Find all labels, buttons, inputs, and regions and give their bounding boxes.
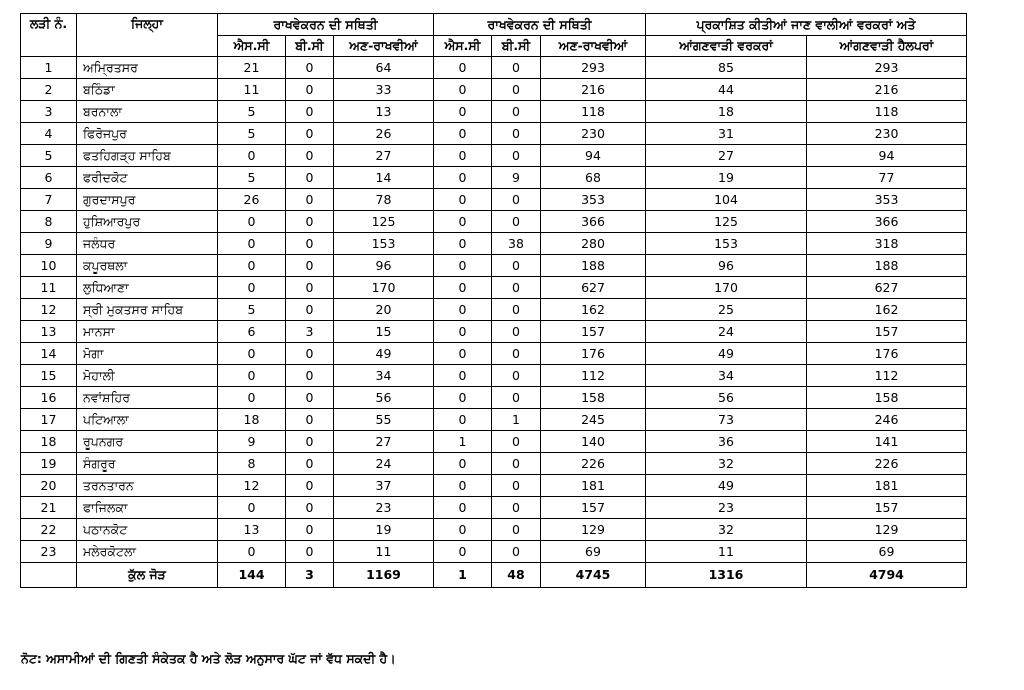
sc-count: 12 xyxy=(218,475,286,497)
sc-count: 26 xyxy=(218,189,286,211)
unreserved-count: 26 xyxy=(334,123,434,145)
serial-number: 17 xyxy=(21,409,77,431)
unreserved-count-2: 112 xyxy=(541,365,646,387)
anganwadi-helpers-count: 318 xyxy=(807,233,967,255)
anganwadi-helpers-count: 158 xyxy=(807,387,967,409)
anganwadi-helpers-count: 230 xyxy=(807,123,967,145)
serial-number: 20 xyxy=(21,475,77,497)
table-row xyxy=(21,321,967,343)
district-name: ਮੋਹਾਲੀ xyxy=(77,365,218,387)
sc-count: 5 xyxy=(218,101,286,123)
anganwadi-helpers-count: 627 xyxy=(807,277,967,299)
unreserved-count: 13 xyxy=(334,101,434,123)
serial-number: 9 xyxy=(21,233,77,255)
table-row xyxy=(21,475,967,497)
unreserved-count-2: 245 xyxy=(541,409,646,431)
bc-count-2: 0 xyxy=(492,475,541,497)
sc-count-2: 0 xyxy=(434,409,492,431)
header-unreserved: ਅਣ-ਰਾਖਵੀਆਂ xyxy=(334,36,434,57)
bc-count-2: 0 xyxy=(492,255,541,277)
total-sc: 144 xyxy=(218,563,286,588)
district-name: ਨਵਾਂਸ਼ਹਿਰ xyxy=(77,387,218,409)
sc-count: 5 xyxy=(218,299,286,321)
district-name: ਗੁਰਦਾਸਪੁਰ xyxy=(77,189,218,211)
bc-count: 0 xyxy=(286,409,334,431)
anganwadi-helpers-count: 366 xyxy=(807,211,967,233)
anganwadi-helpers-count: 141 xyxy=(807,431,967,453)
district-name: ਫਿਰੋਜਪੁਰ xyxy=(77,123,218,145)
anganwadi-workers-count: 32 xyxy=(646,453,807,475)
bc-count-2: 0 xyxy=(492,277,541,299)
bc-count: 0 xyxy=(286,167,334,189)
sc-count: 0 xyxy=(218,233,286,255)
bc-count: 0 xyxy=(286,497,334,519)
anganwadi-helpers-count: 226 xyxy=(807,453,967,475)
district-name: ਪਠਾਨਕੋਟ xyxy=(77,519,218,541)
bc-count-2: 0 xyxy=(492,189,541,211)
serial-number: 8 xyxy=(21,211,77,233)
district-name: ਫਤਹਿਗੜ੍ਹ ਸਾਹਿਬ xyxy=(77,145,218,167)
sc-count-2: 0 xyxy=(434,321,492,343)
serial-number: 14 xyxy=(21,343,77,365)
unreserved-count: 170 xyxy=(334,277,434,299)
bc-count-2: 0 xyxy=(492,145,541,167)
table-row xyxy=(21,277,967,299)
serial-number: 11 xyxy=(21,277,77,299)
bc-count-2: 0 xyxy=(492,321,541,343)
anganwadi-workers-count: 25 xyxy=(646,299,807,321)
table-row xyxy=(21,167,967,189)
district-name: ਅਮ੍ਰਿਤਸਰ xyxy=(77,57,218,79)
sc-count: 8 xyxy=(218,453,286,475)
sc-count: 11 xyxy=(218,79,286,101)
anganwadi-workers-count: 18 xyxy=(646,101,807,123)
header-anganwadi-helpers: ਆਂਗਣਵਾੜੀ ਹੈਲਪਰਾਂ xyxy=(807,36,967,57)
unreserved-count-2: 216 xyxy=(541,79,646,101)
serial-number: 10 xyxy=(21,255,77,277)
unreserved-count-2: 157 xyxy=(541,497,646,519)
table-row xyxy=(21,497,967,519)
bc-count-2: 0 xyxy=(492,365,541,387)
anganwadi-workers-count: 24 xyxy=(646,321,807,343)
district-name: ਪਟਿਆਲਾ xyxy=(77,409,218,431)
sc-count-2: 0 xyxy=(434,453,492,475)
anganwadi-workers-count: 85 xyxy=(646,57,807,79)
sc-count-2: 0 xyxy=(434,167,492,189)
unreserved-count: 34 xyxy=(334,365,434,387)
bc-count-2: 0 xyxy=(492,519,541,541)
bc-count: 0 xyxy=(286,541,334,563)
district-name: ਬਰਨਾਲਾ xyxy=(77,101,218,123)
bc-count-2: 9 xyxy=(492,167,541,189)
table-row xyxy=(21,387,967,409)
table-row xyxy=(21,541,967,563)
unreserved-count-2: 280 xyxy=(541,233,646,255)
sc-count-2: 0 xyxy=(434,255,492,277)
bc-count-2: 0 xyxy=(492,343,541,365)
anganwadi-workers-count: 36 xyxy=(646,431,807,453)
footnote: ਨੋਟ: ਅਸਾਮੀਆਂ ਦੀ ਗਿਣਤੀ ਸੰਕੇਤਕ ਹੈ ਅਤੇ ਲੋੜ ਅਨੁਸਾਰ ਘੱਟ ਜਾਂ ਵੱਧ ਸਕਦੀ ਹੈ। xyxy=(21,651,396,666)
unreserved-count: 11 xyxy=(334,541,434,563)
table-row xyxy=(21,211,967,233)
bc-count: 0 xyxy=(286,101,334,123)
header-bc: ਬੀ.ਸੀ xyxy=(286,36,334,57)
sc-count-2: 0 xyxy=(434,497,492,519)
unreserved-count-2: 188 xyxy=(541,255,646,277)
serial-number: 19 xyxy=(21,453,77,475)
anganwadi-workers-count: 153 xyxy=(646,233,807,255)
bc-count-2: 0 xyxy=(492,497,541,519)
district-name: ਬਠਿੰਡਾ xyxy=(77,79,218,101)
unreserved-count-2: 157 xyxy=(541,321,646,343)
total-serial-cell xyxy=(21,563,77,588)
bc-count: 0 xyxy=(286,343,334,365)
bc-count: 0 xyxy=(286,79,334,101)
anganwadi-workers-count: 32 xyxy=(646,519,807,541)
unreserved-count: 56 xyxy=(334,387,434,409)
unreserved-count: 19 xyxy=(334,519,434,541)
bc-count-2: 0 xyxy=(492,123,541,145)
unreserved-count: 27 xyxy=(334,145,434,167)
anganwadi-helpers-count: 293 xyxy=(807,57,967,79)
anganwadi-workers-count: 73 xyxy=(646,409,807,431)
anganwadi-helpers-count: 181 xyxy=(807,475,967,497)
serial-number: 12 xyxy=(21,299,77,321)
sc-count-2: 0 xyxy=(434,475,492,497)
unreserved-count-2: 226 xyxy=(541,453,646,475)
total-workers: 1316 xyxy=(646,563,807,588)
district-name: ਹੁਸ਼ਿਆਰਪੁਰ xyxy=(77,211,218,233)
sc-count-2: 0 xyxy=(434,365,492,387)
district-name: ਸੰਗਰੂਰ xyxy=(77,453,218,475)
sc-count: 0 xyxy=(218,365,286,387)
total-unreserved-2: 4745 xyxy=(541,563,646,588)
unreserved-count: 78 xyxy=(334,189,434,211)
anganwadi-workers-count: 19 xyxy=(646,167,807,189)
bc-count: 0 xyxy=(286,123,334,145)
serial-number: 4 xyxy=(21,123,77,145)
sc-count: 5 xyxy=(218,123,286,145)
bc-count: 0 xyxy=(286,57,334,79)
unreserved-count-2: 118 xyxy=(541,101,646,123)
unreserved-count-2: 69 xyxy=(541,541,646,563)
unreserved-count-2: 140 xyxy=(541,431,646,453)
anganwadi-workers-count: 96 xyxy=(646,255,807,277)
unreserved-count: 27 xyxy=(334,431,434,453)
sc-count-2: 0 xyxy=(434,189,492,211)
bc-count: 0 xyxy=(286,145,334,167)
anganwadi-helpers-count: 77 xyxy=(807,167,967,189)
unreserved-count-2: 94 xyxy=(541,145,646,167)
bc-count-2: 0 xyxy=(492,79,541,101)
anganwadi-helpers-count: 216 xyxy=(807,79,967,101)
bc-count: 0 xyxy=(286,453,334,475)
bc-count: 0 xyxy=(286,255,334,277)
header-reservation-status-1: ਰਾਖਵੇਕਰਨ ਦੀ ਸਥਿਤੀ xyxy=(218,14,434,36)
unreserved-count-2: 162 xyxy=(541,299,646,321)
unreserved-count-2: 129 xyxy=(541,519,646,541)
total-unreserved: 1169 xyxy=(334,563,434,588)
sc-count: 13 xyxy=(218,519,286,541)
sc-count-2: 0 xyxy=(434,101,492,123)
table-row xyxy=(21,519,967,541)
unreserved-count-2: 158 xyxy=(541,387,646,409)
sc-count: 6 xyxy=(218,321,286,343)
bc-count-2: 0 xyxy=(492,541,541,563)
table-row xyxy=(21,299,967,321)
serial-number: 6 xyxy=(21,167,77,189)
sc-count: 9 xyxy=(218,431,286,453)
sc-count: 18 xyxy=(218,409,286,431)
unreserved-count: 55 xyxy=(334,409,434,431)
district-name: ਰੂਪਨਗਰ xyxy=(77,431,218,453)
bc-count-2: 0 xyxy=(492,431,541,453)
unreserved-count: 33 xyxy=(334,79,434,101)
table-row xyxy=(21,343,967,365)
sc-count: 0 xyxy=(218,343,286,365)
unreserved-count: 15 xyxy=(334,321,434,343)
bc-count-2: 0 xyxy=(492,299,541,321)
unreserved-count-2: 366 xyxy=(541,211,646,233)
sc-count-2: 0 xyxy=(434,277,492,299)
anganwadi-workers-count: 27 xyxy=(646,145,807,167)
table-row xyxy=(21,57,967,79)
serial-number: 7 xyxy=(21,189,77,211)
sc-count: 21 xyxy=(218,57,286,79)
header-reservation-status-2: ਰਾਖਵੇਕਰਨ ਦੀ ਸਥਿਤੀ xyxy=(434,14,646,36)
bc-count: 0 xyxy=(286,519,334,541)
sc-count-2: 0 xyxy=(434,343,492,365)
serial-number: 23 xyxy=(21,541,77,563)
unreserved-count: 23 xyxy=(334,497,434,519)
anganwadi-workers-count: 11 xyxy=(646,541,807,563)
bc-count-2: 0 xyxy=(492,387,541,409)
sc-count-2: 0 xyxy=(434,541,492,563)
district-name: ਜਲੰਧਰ xyxy=(77,233,218,255)
anganwadi-helpers-count: 176 xyxy=(807,343,967,365)
district-name: ਫਾਜਿਲਕਾ xyxy=(77,497,218,519)
serial-number: 5 xyxy=(21,145,77,167)
sc-count-2: 1 xyxy=(434,431,492,453)
total-helpers: 4794 xyxy=(807,563,967,588)
anganwadi-workers-count: 104 xyxy=(646,189,807,211)
table-row xyxy=(21,189,967,211)
vacancy-table xyxy=(20,13,967,588)
table-row xyxy=(21,453,967,475)
sc-count: 0 xyxy=(218,277,286,299)
table-row xyxy=(21,409,967,431)
table-row xyxy=(21,365,967,387)
header-sc: ਐਸ.ਸੀ xyxy=(218,36,286,57)
sc-count: 0 xyxy=(218,255,286,277)
serial-number: 18 xyxy=(21,431,77,453)
unreserved-count-2: 176 xyxy=(541,343,646,365)
anganwadi-helpers-count: 69 xyxy=(807,541,967,563)
header-district: ਜਿਲ੍ਹਾ xyxy=(77,14,218,57)
district-name: ਮੋਗਾ xyxy=(77,343,218,365)
district-name: ਸ੍ਰੀ ਮੁਕਤਸਰ ਸਾਹਿਬ xyxy=(77,299,218,321)
vacancy-table-container xyxy=(20,13,967,588)
district-name: ਤਰਨਤਾਰਨ xyxy=(77,475,218,497)
header-serial: ਲੜੀ ਨੰ. xyxy=(21,14,77,57)
anganwadi-workers-count: 44 xyxy=(646,79,807,101)
anganwadi-workers-count: 23 xyxy=(646,497,807,519)
district-name: ਕਪੂਰਥਲਾ xyxy=(77,255,218,277)
total-sc-2: 1 xyxy=(434,563,492,588)
sc-count: 0 xyxy=(218,387,286,409)
unreserved-count: 14 xyxy=(334,167,434,189)
bc-count-2: 0 xyxy=(492,57,541,79)
serial-number: 3 xyxy=(21,101,77,123)
unreserved-count-2: 68 xyxy=(541,167,646,189)
bc-count: 0 xyxy=(286,387,334,409)
header-bc-2: ਬੀ.ਸੀ xyxy=(492,36,541,57)
unreserved-count-2: 627 xyxy=(541,277,646,299)
serial-number: 13 xyxy=(21,321,77,343)
table-row xyxy=(21,123,967,145)
unreserved-count-2: 353 xyxy=(541,189,646,211)
bc-count: 0 xyxy=(286,475,334,497)
serial-number: 21 xyxy=(21,497,77,519)
anganwadi-workers-count: 34 xyxy=(646,365,807,387)
anganwadi-workers-count: 56 xyxy=(646,387,807,409)
header-published-posts: ਪ੍ਰਕਾਸ਼ਿਤ ਕੀਤੀਆਂ ਜਾਣ ਵਾਲੀਆਂ ਵਰਕਰਾਂ ਅਤੇ xyxy=(646,14,967,36)
table-row xyxy=(21,255,967,277)
bc-count-2: 0 xyxy=(492,101,541,123)
anganwadi-helpers-count: 188 xyxy=(807,255,967,277)
unreserved-count: 49 xyxy=(334,343,434,365)
bc-count-2: 1 xyxy=(492,409,541,431)
header-sc-2: ਐਸ.ਸੀ xyxy=(434,36,492,57)
unreserved-count: 24 xyxy=(334,453,434,475)
serial-number: 2 xyxy=(21,79,77,101)
bc-count-2: 38 xyxy=(492,233,541,255)
total-bc: 3 xyxy=(286,563,334,588)
sc-count: 0 xyxy=(218,211,286,233)
bc-count: 0 xyxy=(286,365,334,387)
table-row xyxy=(21,431,967,453)
anganwadi-workers-count: 49 xyxy=(646,343,807,365)
table-row xyxy=(21,79,967,101)
anganwadi-helpers-count: 162 xyxy=(807,299,967,321)
total-row xyxy=(21,563,967,588)
bc-count: 0 xyxy=(286,431,334,453)
serial-number: 15 xyxy=(21,365,77,387)
district-name: ਲੁਧਿਆਣਾ xyxy=(77,277,218,299)
sc-count: 0 xyxy=(218,145,286,167)
sc-count-2: 0 xyxy=(434,387,492,409)
sc-count: 0 xyxy=(218,497,286,519)
header-row-1 xyxy=(21,14,967,36)
sc-count-2: 0 xyxy=(434,79,492,101)
sc-count-2: 0 xyxy=(434,211,492,233)
header-unreserved-2: ਅਣ-ਰਾਖਵੀਆਂ xyxy=(541,36,646,57)
bc-count-2: 0 xyxy=(492,211,541,233)
bc-count: 0 xyxy=(286,233,334,255)
district-name: ਮਾਨਸਾ xyxy=(77,321,218,343)
bc-count: 0 xyxy=(286,189,334,211)
table-row xyxy=(21,233,967,255)
anganwadi-workers-count: 170 xyxy=(646,277,807,299)
unreserved-count-2: 181 xyxy=(541,475,646,497)
anganwadi-helpers-count: 157 xyxy=(807,497,967,519)
anganwadi-helpers-count: 246 xyxy=(807,409,967,431)
bc-count: 0 xyxy=(286,277,334,299)
serial-number: 16 xyxy=(21,387,77,409)
serial-number: 22 xyxy=(21,519,77,541)
bc-count-2: 0 xyxy=(492,453,541,475)
table-body xyxy=(21,57,967,563)
unreserved-count: 64 xyxy=(334,57,434,79)
sc-count-2: 0 xyxy=(434,145,492,167)
anganwadi-workers-count: 49 xyxy=(646,475,807,497)
sc-count-2: 0 xyxy=(434,123,492,145)
anganwadi-helpers-count: 118 xyxy=(807,101,967,123)
anganwadi-helpers-count: 353 xyxy=(807,189,967,211)
district-name: ਫਰੀਦਕੋਟ xyxy=(77,167,218,189)
sc-count: 5 xyxy=(218,167,286,189)
sc-count-2: 0 xyxy=(434,299,492,321)
anganwadi-workers-count: 125 xyxy=(646,211,807,233)
sc-count-2: 0 xyxy=(434,233,492,255)
table-row xyxy=(21,101,967,123)
unreserved-count: 125 xyxy=(334,211,434,233)
unreserved-count: 96 xyxy=(334,255,434,277)
district-name: ਮਲੇਰਕੋਟਲਾ xyxy=(77,541,218,563)
anganwadi-helpers-count: 129 xyxy=(807,519,967,541)
serial-number: 1 xyxy=(21,57,77,79)
header-anganwadi-workers: ਆਂਗਣਵਾੜੀ ਵਰਕਰਾਂ xyxy=(646,36,807,57)
unreserved-count-2: 230 xyxy=(541,123,646,145)
table-row xyxy=(21,145,967,167)
unreserved-count: 37 xyxy=(334,475,434,497)
anganwadi-helpers-count: 157 xyxy=(807,321,967,343)
sc-count-2: 0 xyxy=(434,57,492,79)
bc-count: 0 xyxy=(286,299,334,321)
sc-count: 0 xyxy=(218,541,286,563)
bc-count: 0 xyxy=(286,211,334,233)
anganwadi-workers-count: 31 xyxy=(646,123,807,145)
total-bc-2: 48 xyxy=(492,563,541,588)
bc-count: 3 xyxy=(286,321,334,343)
anganwadi-helpers-count: 112 xyxy=(807,365,967,387)
total-label: ਕੁੱਲ ਜੋੜ xyxy=(77,563,218,588)
unreserved-count: 153 xyxy=(334,233,434,255)
anganwadi-helpers-count: 94 xyxy=(807,145,967,167)
unreserved-count: 20 xyxy=(334,299,434,321)
unreserved-count-2: 293 xyxy=(541,57,646,79)
sc-count-2: 0 xyxy=(434,519,492,541)
